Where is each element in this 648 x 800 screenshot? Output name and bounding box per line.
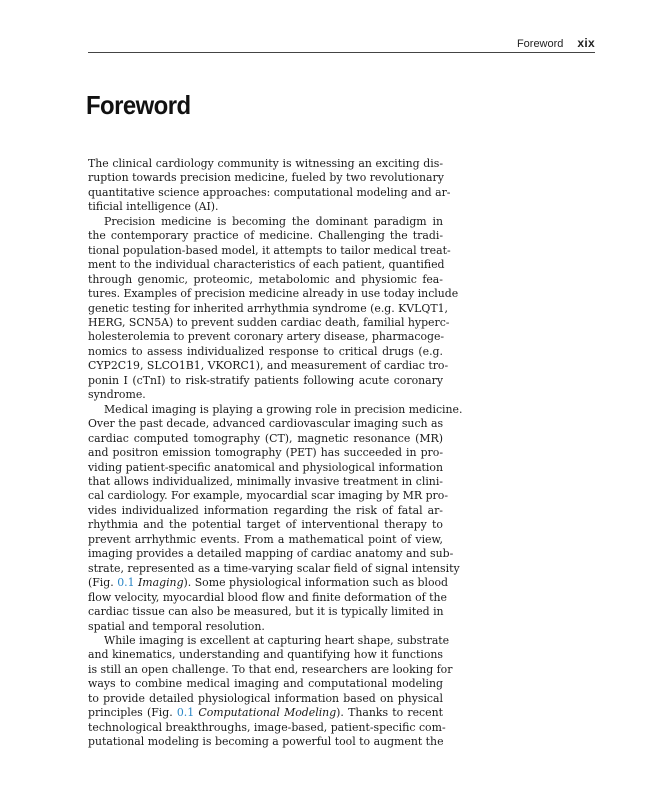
text-line: cardiac computed tomography (CT), magnetic resonance (MR) (88, 431, 443, 445)
page-number: xix (577, 36, 595, 50)
text-line: to provide detailed physiological information based on physical (88, 691, 443, 705)
text-line: tificial intelligence (AI). (88, 200, 219, 214)
text-line: While imaging is excellent at capturing heart shape, substrate (104, 633, 450, 647)
text-line: CYP2C19, SLCO1B1, VKORC1), and measurement of cardiac tro- (88, 359, 449, 373)
body-text (88, 157, 463, 750)
figure-label: Imaging (137, 576, 184, 590)
text-line: Over the past decade, advanced cardiovascular imaging such as (88, 417, 444, 431)
text-line: is still an open challenge. To that end, researchers are looking for (88, 662, 453, 676)
text-line: the contemporary practice of medicine. Challenging the tradi- (88, 229, 443, 243)
text-line: The clinical cardiology community is witnessing an exciting dis- (88, 157, 443, 170)
running-head (88, 36, 595, 50)
text-line: genetic testing for inherited arrhythmia syndrome (e.g. KVLQT1, (88, 301, 448, 315)
text-line: cardiac tissue can also be measured, but it is typically limited in (88, 605, 444, 619)
text-line: through genomic, proteomic, metabolomic and physiomic fea- (88, 272, 443, 286)
text-line: rhythmia and the potential target of interventional therapy to (88, 518, 443, 532)
text-line: ponin I (cTnI) to risk-stratify patients following acute coronary (88, 373, 443, 387)
figure-link[interactable]: 0.1 (176, 706, 195, 720)
text-line: that allows individualized, minimally invasive treatment in clini- (88, 474, 443, 488)
text-line: Medical imaging is playing a growing role in precision medicine. (104, 402, 463, 416)
text-fragment: (Fig. (88, 576, 118, 590)
text-line: nomics to assess individualized response to critical drugs (e.g. (88, 344, 443, 358)
text-fragment: ). Some physiological information such as blood (183, 576, 449, 590)
text-line: spatial and temporal resolution. (88, 619, 265, 633)
text-line: tional population-based model, it attempts to tailor medical treat- (88, 243, 451, 257)
text-line: ruption towards precision medicine, fueled by two revolutionary (88, 171, 444, 185)
text-line: viding patient-specific anatomical and physiological information (88, 460, 443, 474)
text-line: cal cardiology. For example, myocardial scar imaging by MR pro- (88, 489, 448, 503)
paragraph (88, 214, 459, 403)
running-head-title: Foreword (516, 38, 564, 50)
text-line: flow velocity, myocardial blood flow and finite deformation of the (88, 590, 447, 604)
figure-link[interactable]: 0.1 (117, 576, 135, 590)
text-line: technological breakthroughs, image-based, patient-specific com- (88, 720, 446, 734)
text-line: and kinematics, understanding and quantifying how it functions (88, 648, 443, 662)
text-line: ways to combine medical imaging and computational modeling (88, 677, 443, 691)
paragraph (88, 157, 451, 215)
text-line: tures. Examples of precision medicine already in use today include (88, 287, 459, 301)
figure-label: Computational Modeling (198, 706, 337, 720)
text-line: Precision medicine is becoming the dominant paradigm in (104, 214, 443, 228)
text-line: HERG, SCN5A) to prevent sudden cardiac death, familial hyperc- (88, 315, 450, 329)
text-line: vides individualized information regarding the risk of fatal ar- (88, 503, 443, 517)
text-line: quantitative science approaches: computational modeling and ar- (88, 185, 451, 199)
header-rule (88, 52, 595, 53)
paragraph (88, 402, 463, 634)
chapter-title: Foreword (86, 90, 191, 120)
text-line: holesterolemia to prevent coronary artery disease, pharmacoge- (88, 330, 445, 344)
text-line: putational modeling is becoming a powerful tool to augment the (88, 735, 444, 749)
paragraph (88, 633, 453, 750)
text-line: prevent arrhythmic events. From a mathematical point of view, (88, 532, 443, 546)
text-line: ment to the individual characteristics of each patient, quantified (88, 258, 445, 272)
text-fragment: principles (Fig. (88, 706, 177, 720)
text-line: syndrome. (88, 388, 146, 402)
text-line (88, 706, 443, 720)
text-line: strate, represented as a time-varying scalar field of signal intensity (88, 561, 460, 575)
text-line: imaging provides a detailed mapping of cardiac anatomy and sub- (88, 547, 454, 561)
text-line: and positron emission tomography (PET) has succeeded in pro- (88, 446, 443, 460)
text-fragment: ). Thanks to recent (336, 706, 443, 720)
text-line (88, 576, 449, 590)
